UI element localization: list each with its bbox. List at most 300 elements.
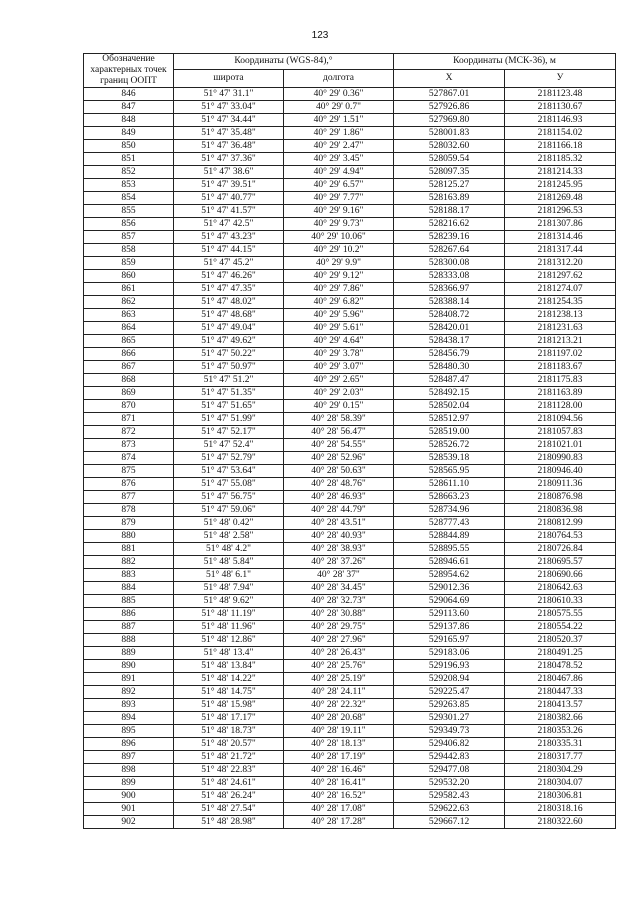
table-row [84, 140, 616, 153]
y-cell: 2180447.33 [505, 686, 616, 699]
x-cell: 528438.17 [394, 335, 505, 348]
x-cell: 528059.54 [394, 153, 505, 166]
longitude-cell: 40° 29' 9.73" [284, 218, 394, 231]
table-row [84, 426, 616, 439]
table-row [84, 595, 616, 608]
y-cell: 2180946.40 [505, 465, 616, 478]
longitude-cell: 40° 28' 18.13" [284, 738, 394, 751]
table-row [84, 647, 616, 660]
longitude-cell: 40° 29' 10.06" [284, 231, 394, 244]
y-cell: 2180382.66 [505, 712, 616, 725]
x-cell: 529183.06 [394, 647, 505, 660]
point-number-cell: 848 [84, 114, 174, 127]
x-cell: 529349.73 [394, 725, 505, 738]
header-y: У [505, 70, 616, 88]
table-row [84, 348, 616, 361]
point-number-cell: 901 [84, 803, 174, 816]
point-number-cell: 870 [84, 400, 174, 413]
point-number-cell: 862 [84, 296, 174, 309]
point-number-cell: 895 [84, 725, 174, 738]
longitude-cell: 40° 29' 3.45" [284, 153, 394, 166]
table-row [84, 400, 616, 413]
latitude-cell: 51° 48' 12.86" [174, 634, 284, 647]
y-cell: 2181130.67 [505, 101, 616, 114]
point-number-cell: 869 [84, 387, 174, 400]
latitude-cell: 51° 47' 51.99" [174, 413, 284, 426]
latitude-cell: 51° 48' 18.73" [174, 725, 284, 738]
table-row [84, 764, 616, 777]
x-cell: 529225.47 [394, 686, 505, 699]
table-row [84, 686, 616, 699]
y-cell: 2181307.86 [505, 218, 616, 231]
x-cell: 529582.43 [394, 790, 505, 803]
x-cell: 528487.47 [394, 374, 505, 387]
latitude-cell: 51° 47' 49.04" [174, 322, 284, 335]
y-cell: 2181214.33 [505, 166, 616, 179]
x-cell: 528492.15 [394, 387, 505, 400]
latitude-cell: 51° 48' 20.57" [174, 738, 284, 751]
y-cell: 2180990.83 [505, 452, 616, 465]
point-number-cell: 853 [84, 179, 174, 192]
point-number-cell: 889 [84, 647, 174, 660]
table-body [84, 88, 616, 829]
point-number-cell: 883 [84, 569, 174, 582]
table-row [84, 777, 616, 790]
point-number-cell: 859 [84, 257, 174, 270]
latitude-cell: 51° 47' 52.79" [174, 452, 284, 465]
latitude-cell: 51° 47' 51.2" [174, 374, 284, 387]
point-number-cell: 856 [84, 218, 174, 231]
x-cell: 528333.08 [394, 270, 505, 283]
point-number-cell: 849 [84, 127, 174, 140]
point-number-cell: 881 [84, 543, 174, 556]
point-number-cell: 865 [84, 335, 174, 348]
table-row [84, 608, 616, 621]
x-cell: 529208.94 [394, 673, 505, 686]
table-row [84, 790, 616, 803]
point-number-cell: 854 [84, 192, 174, 205]
y-cell: 2180306.81 [505, 790, 616, 803]
point-number-cell: 874 [84, 452, 174, 465]
y-cell: 2181154.02 [505, 127, 616, 140]
header-point-designation: Обозначение характерных точек границ ООПТ [84, 54, 174, 88]
longitude-cell: 40° 29' 7.77" [284, 192, 394, 205]
point-number-cell: 855 [84, 205, 174, 218]
longitude-cell: 40° 28' 24.11" [284, 686, 394, 699]
longitude-cell: 40° 28' 43.51" [284, 517, 394, 530]
latitude-cell: 51° 47' 49.62" [174, 335, 284, 348]
longitude-cell: 40° 29' 2.03" [284, 387, 394, 400]
x-cell: 528895.55 [394, 543, 505, 556]
point-number-cell: 887 [84, 621, 174, 634]
longitude-cell: 40° 28' 44.79" [284, 504, 394, 517]
table-row [84, 322, 616, 335]
y-cell: 2181254.35 [505, 296, 616, 309]
point-number-cell: 899 [84, 777, 174, 790]
x-cell: 529012.36 [394, 582, 505, 595]
latitude-cell: 51° 48' 11.96" [174, 621, 284, 634]
x-cell: 528216.62 [394, 218, 505, 231]
latitude-cell: 51° 48' 5.84" [174, 556, 284, 569]
point-number-cell: 851 [84, 153, 174, 166]
latitude-cell: 51° 48' 26.24" [174, 790, 284, 803]
x-cell: 528512.97 [394, 413, 505, 426]
longitude-cell: 40° 28' 56.47" [284, 426, 394, 439]
y-cell: 2180353.26 [505, 725, 616, 738]
latitude-cell: 51° 48' 4.2" [174, 543, 284, 556]
x-cell: 529196.93 [394, 660, 505, 673]
y-cell: 2181094.56 [505, 413, 616, 426]
x-cell: 528526.72 [394, 439, 505, 452]
latitude-cell: 51° 47' 33.04" [174, 101, 284, 114]
x-cell: 528300.08 [394, 257, 505, 270]
latitude-cell: 51° 48' 17.17" [174, 712, 284, 725]
x-cell: 528032.60 [394, 140, 505, 153]
longitude-cell: 40° 28' 27.96" [284, 634, 394, 647]
y-cell: 2181197.02 [505, 348, 616, 361]
table-row [84, 218, 616, 231]
table-row [84, 374, 616, 387]
point-number-cell: 892 [84, 686, 174, 699]
y-cell: 2180491.25 [505, 647, 616, 660]
longitude-cell: 40° 29' 4.94" [284, 166, 394, 179]
point-number-cell: 868 [84, 374, 174, 387]
x-cell: 529406.82 [394, 738, 505, 751]
table-row [84, 296, 616, 309]
table-row [84, 309, 616, 322]
latitude-cell: 51° 47' 45.2" [174, 257, 284, 270]
longitude-cell: 40° 28' 52.96" [284, 452, 394, 465]
coordinates-table [83, 53, 616, 829]
point-number-cell: 847 [84, 101, 174, 114]
latitude-cell: 51° 47' 38.6" [174, 166, 284, 179]
table-row [84, 712, 616, 725]
latitude-cell: 51° 47' 47.35" [174, 283, 284, 296]
longitude-cell: 40° 28' 16.41" [284, 777, 394, 790]
y-cell: 2181146.93 [505, 114, 616, 127]
longitude-cell: 40° 28' 40.93" [284, 530, 394, 543]
table-row [84, 582, 616, 595]
table-row [84, 361, 616, 374]
longitude-cell: 40° 28' 17.19" [284, 751, 394, 764]
point-number-cell: 867 [84, 361, 174, 374]
y-cell: 2181274.07 [505, 283, 616, 296]
point-number-cell: 880 [84, 530, 174, 543]
y-cell: 2181163.89 [505, 387, 616, 400]
point-number-cell: 846 [84, 88, 174, 101]
y-cell: 2181166.18 [505, 140, 616, 153]
point-number-cell: 872 [84, 426, 174, 439]
longitude-cell: 40° 28' 25.19" [284, 673, 394, 686]
header-msk36: Координаты (МСК-36), м [394, 54, 616, 70]
point-number-cell: 864 [84, 322, 174, 335]
longitude-cell: 40° 28' 30.88" [284, 608, 394, 621]
x-cell: 528420.01 [394, 322, 505, 335]
longitude-cell: 40° 28' 22.32" [284, 699, 394, 712]
latitude-cell: 51° 47' 51.65" [174, 400, 284, 413]
table-row [84, 153, 616, 166]
longitude-cell: 40° 29' 2.47" [284, 140, 394, 153]
table-row [84, 335, 616, 348]
latitude-cell: 51° 47' 39.51" [174, 179, 284, 192]
longitude-cell: 40° 29' 0.7" [284, 101, 394, 114]
y-cell: 2180413.57 [505, 699, 616, 712]
y-cell: 2181231.63 [505, 322, 616, 335]
x-cell: 528946.61 [394, 556, 505, 569]
latitude-cell: 51° 47' 59.06" [174, 504, 284, 517]
x-cell: 528125.27 [394, 179, 505, 192]
longitude-cell: 40° 28' 25.76" [284, 660, 394, 673]
x-cell: 529442.83 [394, 751, 505, 764]
table-row [84, 725, 616, 738]
point-number-cell: 878 [84, 504, 174, 517]
x-cell: 528239.16 [394, 231, 505, 244]
latitude-cell: 51° 48' 14.22" [174, 673, 284, 686]
x-cell: 527969.80 [394, 114, 505, 127]
y-cell: 2180520.37 [505, 634, 616, 647]
y-cell: 2181123.48 [505, 88, 616, 101]
point-number-cell: 861 [84, 283, 174, 296]
y-cell: 2181213.21 [505, 335, 616, 348]
point-number-cell: 875 [84, 465, 174, 478]
longitude-cell: 40° 28' 29.75" [284, 621, 394, 634]
x-cell: 529165.97 [394, 634, 505, 647]
y-cell: 2181185.32 [505, 153, 616, 166]
latitude-cell: 51° 47' 42.5" [174, 218, 284, 231]
latitude-cell: 51° 47' 50.97" [174, 361, 284, 374]
x-cell: 528777.43 [394, 517, 505, 530]
longitude-cell: 40° 29' 1.51" [284, 114, 394, 127]
longitude-cell: 40° 29' 7.86" [284, 283, 394, 296]
point-number-cell: 860 [84, 270, 174, 283]
y-cell: 2181317.44 [505, 244, 616, 257]
table-row [84, 543, 616, 556]
y-cell: 2180335.31 [505, 738, 616, 751]
longitude-cell: 40° 29' 4.64" [284, 335, 394, 348]
latitude-cell: 51° 47' 36.48" [174, 140, 284, 153]
latitude-cell: 51° 47' 40.77" [174, 192, 284, 205]
y-cell: 2181314.46 [505, 231, 616, 244]
header-wgs84: Координаты (WGS-84),° [174, 54, 394, 70]
y-cell: 2180690.66 [505, 569, 616, 582]
point-number-cell: 877 [84, 491, 174, 504]
y-cell: 2180467.86 [505, 673, 616, 686]
table-row [84, 114, 616, 127]
longitude-cell: 40° 29' 1.86" [284, 127, 394, 140]
y-cell: 2181175.83 [505, 374, 616, 387]
table-row [84, 504, 616, 517]
longitude-cell: 40° 28' 37" [284, 569, 394, 582]
table-row [84, 101, 616, 114]
longitude-cell: 40° 28' 20.68" [284, 712, 394, 725]
table-row [84, 660, 616, 673]
x-cell: 529622.63 [394, 803, 505, 816]
longitude-cell: 40° 28' 32.73" [284, 595, 394, 608]
point-number-cell: 882 [84, 556, 174, 569]
y-cell: 2181269.48 [505, 192, 616, 205]
table-row [84, 699, 616, 712]
y-cell: 2180304.29 [505, 764, 616, 777]
table-row [84, 387, 616, 400]
x-cell: 529064.69 [394, 595, 505, 608]
x-cell: 529532.20 [394, 777, 505, 790]
x-cell: 528097.35 [394, 166, 505, 179]
x-cell: 528502.04 [394, 400, 505, 413]
latitude-cell: 51° 48' 21.72" [174, 751, 284, 764]
x-cell: 528519.00 [394, 426, 505, 439]
table-row [84, 478, 616, 491]
latitude-cell: 51° 47' 34.44" [174, 114, 284, 127]
latitude-cell: 51° 47' 52.17" [174, 426, 284, 439]
page-number: 123 [311, 30, 329, 41]
point-number-cell: 885 [84, 595, 174, 608]
table-row [84, 439, 616, 452]
latitude-cell: 51° 48' 27.54" [174, 803, 284, 816]
table-row [84, 179, 616, 192]
y-cell: 2180764.53 [505, 530, 616, 543]
table-row [84, 491, 616, 504]
latitude-cell: 51° 47' 44.15" [174, 244, 284, 257]
point-number-cell: 902 [84, 816, 174, 829]
x-cell: 528388.14 [394, 296, 505, 309]
latitude-cell: 51° 47' 50.22" [174, 348, 284, 361]
latitude-cell: 51° 47' 31.1" [174, 88, 284, 101]
longitude-cell: 40° 29' 0.36" [284, 88, 394, 101]
y-cell: 2181312.20 [505, 257, 616, 270]
point-number-cell: 871 [84, 413, 174, 426]
point-number-cell: 893 [84, 699, 174, 712]
latitude-cell: 51° 48' 28.98" [174, 816, 284, 829]
longitude-cell: 40° 28' 34.45" [284, 582, 394, 595]
y-cell: 2180318.16 [505, 803, 616, 816]
x-cell: 528267.64 [394, 244, 505, 257]
longitude-cell: 40° 29' 0.15" [284, 400, 394, 413]
latitude-cell: 51° 48' 15.98" [174, 699, 284, 712]
x-cell: 529667.12 [394, 816, 505, 829]
point-number-cell: 900 [84, 790, 174, 803]
table-row [84, 465, 616, 478]
y-cell: 2180304.07 [505, 777, 616, 790]
longitude-cell: 40° 29' 10.2" [284, 244, 394, 257]
point-number-cell: 852 [84, 166, 174, 179]
longitude-cell: 40° 29' 9.12" [284, 270, 394, 283]
longitude-cell: 40° 29' 3.07" [284, 361, 394, 374]
x-cell: 528844.89 [394, 530, 505, 543]
x-cell: 528565.95 [394, 465, 505, 478]
latitude-cell: 51° 48' 2.58" [174, 530, 284, 543]
table-row [84, 738, 616, 751]
table-row [84, 452, 616, 465]
latitude-cell: 51° 48' 22.83" [174, 764, 284, 777]
y-cell: 2180575.55 [505, 608, 616, 621]
x-cell: 528539.18 [394, 452, 505, 465]
x-cell: 528480.30 [394, 361, 505, 374]
table-row [84, 205, 616, 218]
latitude-cell: 51° 47' 56.75" [174, 491, 284, 504]
latitude-cell: 51° 48' 13.4" [174, 647, 284, 660]
x-cell: 528734.96 [394, 504, 505, 517]
point-number-cell: 884 [84, 582, 174, 595]
point-number-cell: 858 [84, 244, 174, 257]
longitude-cell: 40° 28' 17.28" [284, 816, 394, 829]
table-row [84, 127, 616, 140]
header-x: X [394, 70, 505, 88]
longitude-cell: 40° 29' 2.65" [284, 374, 394, 387]
point-number-cell: 863 [84, 309, 174, 322]
longitude-cell: 40° 28' 38.93" [284, 543, 394, 556]
latitude-cell: 51° 47' 41.57" [174, 205, 284, 218]
y-cell: 2180812.99 [505, 517, 616, 530]
point-number-cell: 898 [84, 764, 174, 777]
point-number-cell: 866 [84, 348, 174, 361]
table-row [84, 270, 616, 283]
latitude-cell: 51° 47' 37.36" [174, 153, 284, 166]
x-cell: 528163.89 [394, 192, 505, 205]
longitude-cell: 40° 29' 6.57" [284, 179, 394, 192]
latitude-cell: 51° 47' 48.02" [174, 296, 284, 309]
latitude-cell: 51° 48' 0.42" [174, 517, 284, 530]
y-cell: 2180317.77 [505, 751, 616, 764]
y-cell: 2181057.83 [505, 426, 616, 439]
x-cell: 528954.62 [394, 569, 505, 582]
point-number-cell: 879 [84, 517, 174, 530]
y-cell: 2181238.13 [505, 309, 616, 322]
point-number-cell: 888 [84, 634, 174, 647]
y-cell: 2180554.22 [505, 621, 616, 634]
point-number-cell: 857 [84, 231, 174, 244]
y-cell: 2180322.60 [505, 816, 616, 829]
header-latitude: широта [174, 70, 284, 88]
latitude-cell: 51° 47' 53.64" [174, 465, 284, 478]
longitude-cell: 40° 29' 6.82" [284, 296, 394, 309]
longitude-cell: 40° 28' 58.39" [284, 413, 394, 426]
point-number-cell: 890 [84, 660, 174, 673]
point-number-cell: 896 [84, 738, 174, 751]
table-row [84, 556, 616, 569]
latitude-cell: 51° 47' 52.4" [174, 439, 284, 452]
y-cell: 2180911.36 [505, 478, 616, 491]
longitude-cell: 40° 29' 9.16" [284, 205, 394, 218]
latitude-cell: 51° 48' 6.1" [174, 569, 284, 582]
table-row [84, 413, 616, 426]
x-cell: 528188.17 [394, 205, 505, 218]
longitude-cell: 40° 29' 9.9" [284, 257, 394, 270]
x-cell: 528663.23 [394, 491, 505, 504]
latitude-cell: 51° 47' 51.35" [174, 387, 284, 400]
x-cell: 528366.97 [394, 283, 505, 296]
longitude-cell: 40° 28' 26.43" [284, 647, 394, 660]
header-longitude: долгота [284, 70, 394, 88]
point-number-cell: 850 [84, 140, 174, 153]
y-cell: 2181245.95 [505, 179, 616, 192]
table-row [84, 231, 616, 244]
table-row [84, 192, 616, 205]
point-number-cell: 886 [84, 608, 174, 621]
longitude-cell: 40° 29' 5.61" [284, 322, 394, 335]
x-cell: 529301.27 [394, 712, 505, 725]
y-cell: 2180610.33 [505, 595, 616, 608]
y-cell: 2181297.62 [505, 270, 616, 283]
point-number-cell: 891 [84, 673, 174, 686]
x-cell: 529113.60 [394, 608, 505, 621]
latitude-cell: 51° 48' 7.94" [174, 582, 284, 595]
table-row [84, 257, 616, 270]
longitude-cell: 40° 29' 3.78" [284, 348, 394, 361]
longitude-cell: 40° 28' 48.76" [284, 478, 394, 491]
table-row [84, 166, 616, 179]
x-cell: 529477.08 [394, 764, 505, 777]
y-cell: 2180876.98 [505, 491, 616, 504]
